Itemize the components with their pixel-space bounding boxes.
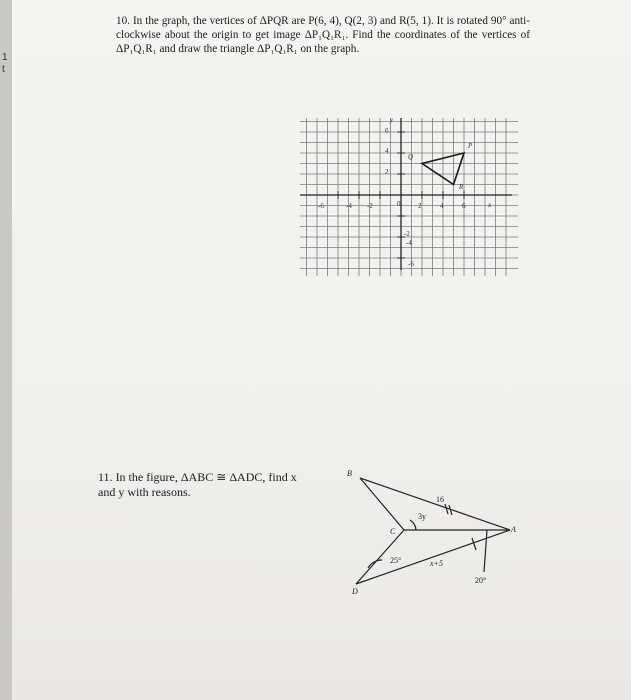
x-tick-label: 4 (440, 202, 444, 210)
question-10 (116, 14, 530, 56)
y-tick-label: 6 (385, 127, 389, 135)
y-tick-label: 2 (385, 168, 389, 176)
x-tick-label: 6 (462, 202, 466, 210)
question-10-text (116, 14, 530, 56)
coordinate-graph (296, 114, 522, 280)
question-11-text (98, 470, 308, 500)
point-label-c: C (390, 527, 396, 536)
x-tick-label: -6 (318, 202, 324, 210)
x-tick-label: 2 (418, 202, 422, 210)
altitude-mark (484, 530, 487, 572)
y-tick-label: -6 (408, 260, 414, 268)
tick-mark-ba (445, 504, 452, 515)
vertex-label-p: P (468, 142, 473, 150)
tick-mark-da (472, 538, 476, 550)
margin-mark: 1 (2, 52, 8, 63)
y-axis-label: y (390, 116, 394, 124)
y-tick-label: -2 (404, 230, 410, 238)
question-10-body: In the graph, the vertices of ΔPQR are P(6, 4), Q(2, 3) and R(5, 1). It is rotated 90° anti-clockwise about the origin to get image ΔP₁Q₁R₁. Find the coordinates of the vertices of ΔP₁Q₁R₁ and draw the triangle ΔP₁Q₁R₁ on the graph. (116, 15, 530, 55)
angle-label-3y: 3y (418, 512, 426, 521)
angle-label-20: 20° (475, 576, 487, 585)
y-tick-label: -4 (406, 239, 412, 247)
angle-marker-bottom (368, 560, 382, 568)
question-11-body: In the figure, ΔABC ≅ ΔADC, find x and y with reasons. (98, 470, 297, 499)
question-10-number: 10. (116, 15, 130, 27)
margin-mark: t (2, 64, 5, 75)
question-11-number: 11. (98, 470, 113, 484)
congruent-triangles-figure (330, 462, 530, 602)
origin-label: 0 (397, 200, 401, 208)
x-tick-label: -2 (367, 202, 373, 210)
side-label-16: 16 (436, 495, 444, 504)
worksheet-page (12, 0, 631, 700)
side-label-x-plus-5: x+5 (430, 559, 443, 568)
x-axis-label: x (488, 201, 492, 209)
y-tick-label: 4 (385, 147, 389, 155)
vertex-label-r: R (459, 183, 464, 191)
margin-marks (2, 52, 12, 76)
vertex-label-q: Q (408, 153, 414, 161)
point-label-b: B (347, 469, 352, 478)
point-label-a: A (511, 525, 516, 534)
question-11 (98, 470, 308, 500)
graph-grid (300, 118, 518, 276)
point-label-d: D (352, 587, 358, 596)
angle-label-25: 25° (390, 556, 402, 565)
x-tick-label: -4 (346, 202, 352, 210)
angle-marker-top (410, 520, 416, 530)
